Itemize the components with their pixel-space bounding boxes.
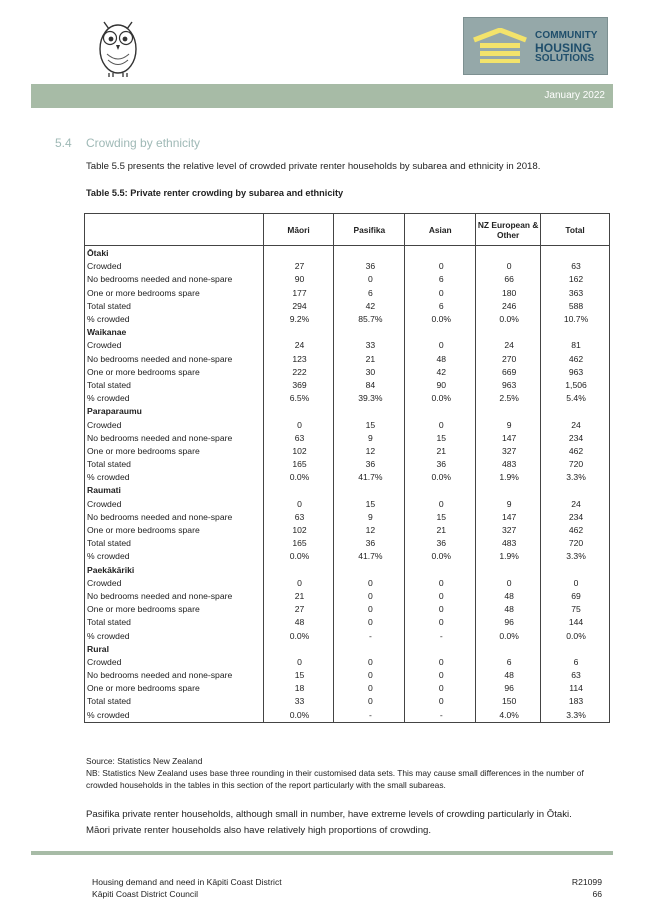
table-row: [85, 524, 610, 537]
table-cell: 0: [334, 682, 405, 695]
row-label: One or more bedrooms spare: [85, 682, 264, 695]
footer-right: [572, 876, 602, 900]
empty-cell: [541, 484, 610, 497]
table-cell: 1,506: [541, 379, 610, 392]
subarea-row: [85, 484, 610, 497]
empty-cell: [541, 564, 610, 577]
row-label: One or more bedrooms spare: [85, 287, 264, 300]
row-label: No bedrooms needed and none-spare: [85, 590, 264, 603]
table-cell: 369: [263, 379, 334, 392]
table-cell: 462: [541, 445, 610, 458]
table-cell: 0.0%: [263, 550, 334, 563]
row-label: One or more bedrooms spare: [85, 524, 264, 537]
table-row: [85, 616, 610, 629]
row-label: Total stated: [85, 458, 264, 471]
table-cell: 0: [405, 669, 476, 682]
table-row: [85, 458, 610, 471]
table-body: [85, 246, 610, 723]
table-cell: 0: [334, 656, 405, 669]
table-cell: 0.0%: [263, 709, 334, 723]
table-cell: 33: [334, 339, 405, 352]
empty-cell: [405, 564, 476, 577]
row-label: Crowded: [85, 339, 264, 352]
row-label: No bedrooms needed and none-spare: [85, 511, 264, 524]
table-cell: 162: [541, 273, 610, 286]
crowding-table: [84, 213, 610, 723]
table-row: [85, 379, 610, 392]
table-cell: 42: [334, 300, 405, 313]
empty-cell: [263, 643, 334, 656]
table-cell: 0.0%: [405, 313, 476, 326]
table-cell: 24: [541, 418, 610, 431]
section-number: 5.4: [55, 136, 72, 150]
table-row: [85, 629, 610, 642]
table-header-row: [85, 214, 610, 246]
subarea-row: [85, 405, 610, 418]
empty-cell: [263, 484, 334, 497]
row-label: Crowded: [85, 656, 264, 669]
row-label: Crowded: [85, 260, 264, 273]
table-cell: 4.0%: [476, 709, 541, 723]
empty-cell: [541, 405, 610, 418]
table-row: [85, 577, 610, 590]
table-cell: 720: [541, 537, 610, 550]
empty-cell: [476, 484, 541, 497]
footer-report-code: R21099: [571, 877, 602, 887]
table-row: [85, 537, 610, 550]
brand-line: HOUSING: [535, 40, 592, 55]
table-cell: 0.0%: [476, 313, 541, 326]
table-row: [85, 471, 610, 484]
table-cell: 963: [541, 366, 610, 379]
table-row: [85, 590, 610, 603]
table-cell: 0: [476, 577, 541, 590]
table-cell: 41.7%: [334, 550, 405, 563]
table-cell: 720: [541, 458, 610, 471]
empty-cell: [405, 246, 476, 261]
column-header: Pasifika: [334, 214, 405, 246]
table-cell: 85.7%: [334, 313, 405, 326]
table-cell: 6: [541, 656, 610, 669]
footer-left: [92, 876, 282, 900]
row-label: Crowded: [85, 418, 264, 431]
table-cell: 5.4%: [541, 392, 610, 405]
empty-cell: [334, 326, 405, 339]
table-cell: 165: [263, 537, 334, 550]
table-row: [85, 353, 610, 366]
table-cell: 6: [405, 273, 476, 286]
row-label: Total stated: [85, 616, 264, 629]
table-cell: 327: [476, 445, 541, 458]
table-cell: 36: [334, 260, 405, 273]
table-cell: 3.3%: [541, 709, 610, 723]
column-header: Asian: [405, 214, 476, 246]
subarea-name: Raumati: [85, 484, 264, 497]
community-housing-solutions-logo: [463, 17, 608, 75]
table-cell: 0: [263, 418, 334, 431]
empty-cell: [405, 405, 476, 418]
subarea-row: [85, 246, 610, 261]
table-cell: 24: [541, 498, 610, 511]
table-cell: 0.0%: [476, 629, 541, 642]
table-cell: 42: [405, 366, 476, 379]
column-header: Total: [541, 214, 610, 246]
table-row: [85, 260, 610, 273]
table-cell: 21: [405, 524, 476, 537]
table-cell: 0: [405, 603, 476, 616]
empty-cell: [476, 405, 541, 418]
table-row: [85, 300, 610, 313]
table-cell: 0: [405, 682, 476, 695]
table-cell: 0: [405, 418, 476, 431]
table-row: [85, 603, 610, 616]
table-cell: 3.3%: [541, 471, 610, 484]
table-cell: 36: [405, 458, 476, 471]
table-cell: 15: [405, 432, 476, 445]
empty-cell: [405, 643, 476, 656]
table-cell: 48: [405, 353, 476, 366]
subarea-row: [85, 643, 610, 656]
table-cell: 12: [334, 524, 405, 537]
table-cell: 27: [263, 260, 334, 273]
empty-cell: [476, 246, 541, 261]
section-title: Crowding by ethnicity: [86, 136, 201, 150]
table-row: [85, 366, 610, 379]
brand-name: [535, 31, 598, 64]
subarea-row: [85, 326, 610, 339]
table-cell: 6: [334, 287, 405, 300]
table-cell: 0: [405, 656, 476, 669]
table-row: [85, 313, 610, 326]
table-cell: 147: [476, 511, 541, 524]
table-cell: 63: [541, 260, 610, 273]
table-cell: 48: [476, 603, 541, 616]
header-band: [31, 84, 613, 108]
table-cell: -: [405, 629, 476, 642]
table-cell: 0: [263, 498, 334, 511]
table-cell: 234: [541, 432, 610, 445]
table-cell: 0: [405, 287, 476, 300]
table-cell: 0: [334, 616, 405, 629]
table-cell: 150: [476, 695, 541, 708]
table-cell: 41.7%: [334, 471, 405, 484]
table-cell: 0.0%: [405, 471, 476, 484]
table-cell: 21: [334, 353, 405, 366]
owl-logo-icon: [95, 16, 141, 78]
table-cell: 963: [476, 379, 541, 392]
table-row: [85, 682, 610, 695]
table-row: [85, 287, 610, 300]
table-cell: 9.2%: [263, 313, 334, 326]
empty-cell: [476, 643, 541, 656]
table-cell: 15: [405, 511, 476, 524]
table-cell: 147: [476, 432, 541, 445]
table-row: [85, 669, 610, 682]
row-label: Total stated: [85, 695, 264, 708]
table-cell: 0.0%: [405, 550, 476, 563]
table-cell: 24: [476, 339, 541, 352]
table-row: [85, 695, 610, 708]
table-cell: 0: [405, 590, 476, 603]
table-row: [85, 418, 610, 431]
table-row: [85, 709, 610, 723]
table-cell: 0: [334, 577, 405, 590]
empty-cell: [405, 484, 476, 497]
table-cell: 24: [263, 339, 334, 352]
table-cell: 462: [541, 353, 610, 366]
table-cell: 0: [263, 656, 334, 669]
empty-cell: [405, 326, 476, 339]
table-cell: 12: [334, 445, 405, 458]
table-cell: 144: [541, 616, 610, 629]
table-cell: 3.3%: [541, 550, 610, 563]
section-heading: [55, 136, 200, 150]
subarea-name: Ōtaki: [85, 246, 264, 261]
table-cell: 90: [405, 379, 476, 392]
row-label: One or more bedrooms spare: [85, 603, 264, 616]
table-cell: 102: [263, 524, 334, 537]
subarea-row: [85, 564, 610, 577]
row-label: % crowded: [85, 313, 264, 326]
table-cell: 36: [334, 537, 405, 550]
row-label: Total stated: [85, 537, 264, 550]
table-row: [85, 511, 610, 524]
table-cell: 0: [405, 498, 476, 511]
table-cell: 183: [541, 695, 610, 708]
table-cell: 483: [476, 537, 541, 550]
row-label: No bedrooms needed and none-spare: [85, 273, 264, 286]
table-cell: 18: [263, 682, 334, 695]
subarea-name: Paekākāriki: [85, 564, 264, 577]
table-cell: 48: [476, 590, 541, 603]
table-cell: 69: [541, 590, 610, 603]
table-cell: 0.0%: [405, 392, 476, 405]
table-cell: 9: [476, 498, 541, 511]
table-cell: 36: [405, 537, 476, 550]
table-cell: 39.3%: [334, 392, 405, 405]
table-cell: 0: [334, 695, 405, 708]
page-number: 66: [592, 889, 602, 899]
table-cell: 0: [334, 590, 405, 603]
table-cell: 15: [334, 498, 405, 511]
row-label: No bedrooms needed and none-spare: [85, 432, 264, 445]
row-label: Crowded: [85, 577, 264, 590]
table-cell: 0: [476, 260, 541, 273]
table-cell: 9: [334, 432, 405, 445]
subarea-name: Paraparaumu: [85, 405, 264, 418]
table-cell: 327: [476, 524, 541, 537]
table-cell: 2.5%: [476, 392, 541, 405]
table-cell: 27: [263, 603, 334, 616]
table-cell: 177: [263, 287, 334, 300]
table-cell: 63: [263, 511, 334, 524]
table-row: [85, 445, 610, 458]
empty-cell: [334, 484, 405, 497]
table-cell: 294: [263, 300, 334, 313]
table-cell: 10.7%: [541, 313, 610, 326]
row-label: One or more bedrooms spare: [85, 366, 264, 379]
table-cell: 63: [263, 432, 334, 445]
empty-cell: [541, 643, 610, 656]
table-cell: 180: [476, 287, 541, 300]
table-row: [85, 656, 610, 669]
table-cell: 114: [541, 682, 610, 695]
table-cell: 0: [405, 695, 476, 708]
column-header: [85, 214, 264, 246]
row-label: Total stated: [85, 300, 264, 313]
table-cell: 96: [476, 682, 541, 695]
rounding-note: NB: Statistics New Zealand uses base three rounding in their customised data sets. This may cause small differences in the number of crowded households in the tables in this section of the report particularly with the small subareas.: [86, 768, 584, 790]
table-cell: 15: [263, 669, 334, 682]
footer-client: Kāpiti Coast District Council: [92, 889, 199, 899]
footer-rule: [31, 851, 613, 855]
summary-paragraph: Pasifika private renter households, although small in number, have extreme levels of crowding particularly in Ōtaki. Māori private renter households also have relatively high proportions of crowding.: [86, 809, 572, 836]
row-label: % crowded: [85, 392, 264, 405]
table-cell: 90: [263, 273, 334, 286]
column-header: NZ European & Other: [476, 214, 541, 246]
table-cell: 0: [405, 339, 476, 352]
table-cell: 0: [334, 669, 405, 682]
brand-line: SOLUTIONS: [535, 52, 595, 64]
table-row: [85, 432, 610, 445]
table-cell: 0: [405, 577, 476, 590]
row-label: No bedrooms needed and none-spare: [85, 669, 264, 682]
empty-cell: [476, 326, 541, 339]
row-label: Total stated: [85, 379, 264, 392]
table-cell: 165: [263, 458, 334, 471]
table-cell: 483: [476, 458, 541, 471]
table-cell: 462: [541, 524, 610, 537]
table-cell: 234: [541, 511, 610, 524]
table-row: [85, 550, 610, 563]
table-cell: -: [405, 709, 476, 723]
table-cell: 222: [263, 366, 334, 379]
house-mark-icon: [472, 28, 530, 64]
table-row: [85, 392, 610, 405]
empty-cell: [263, 405, 334, 418]
table-cell: 6: [405, 300, 476, 313]
table-cell: 0.0%: [263, 629, 334, 642]
subarea-name: Waikanae: [85, 326, 264, 339]
report-date: January 2022: [544, 90, 605, 101]
table-cell: 63: [541, 669, 610, 682]
empty-cell: [541, 326, 610, 339]
table-cell: 15: [334, 418, 405, 431]
row-label: One or more bedrooms spare: [85, 445, 264, 458]
empty-cell: [334, 564, 405, 577]
table-cell: 0.0%: [263, 471, 334, 484]
empty-cell: [541, 246, 610, 261]
table-cell: 123: [263, 353, 334, 366]
empty-cell: [334, 405, 405, 418]
table-cell: 669: [476, 366, 541, 379]
intro-paragraph: Table 5.5 presents the relative level of crowded private renter households by subarea and ethnicity in 2018.: [86, 161, 541, 172]
column-header: Māori: [263, 214, 334, 246]
table-cell: 1.9%: [476, 471, 541, 484]
brand-line: COMMUNITY: [535, 30, 598, 41]
table-row: [85, 339, 610, 352]
empty-cell: [334, 643, 405, 656]
empty-cell: [476, 564, 541, 577]
row-label: % crowded: [85, 550, 264, 563]
empty-cell: [334, 246, 405, 261]
row-label: % crowded: [85, 471, 264, 484]
table-cell: 0: [334, 603, 405, 616]
table-cell: 84: [334, 379, 405, 392]
table-cell: 96: [476, 616, 541, 629]
table-cell: 21: [405, 445, 476, 458]
table-cell: 0: [334, 273, 405, 286]
source-note: Source: Statistics New Zealand: [86, 756, 203, 766]
table-cell: 48: [263, 616, 334, 629]
table-cell: 588: [541, 300, 610, 313]
table-cell: 30: [334, 366, 405, 379]
table-cell: 81: [541, 339, 610, 352]
table-cell: -: [334, 709, 405, 723]
table-row: [85, 273, 610, 286]
table-row: [85, 498, 610, 511]
table-cell: 36: [334, 458, 405, 471]
table-cell: 102: [263, 445, 334, 458]
empty-cell: [263, 326, 334, 339]
table-cell: 9: [476, 418, 541, 431]
table-cell: 270: [476, 353, 541, 366]
table-cell: 66: [476, 273, 541, 286]
footer-report-title: Housing demand and need in Kāpiti Coast District: [92, 877, 282, 887]
table-cell: 9: [334, 511, 405, 524]
table-cell: 0.0%: [541, 629, 610, 642]
empty-cell: [263, 246, 334, 261]
row-label: % crowded: [85, 629, 264, 642]
row-label: No bedrooms needed and none-spare: [85, 353, 264, 366]
table-cell: 0: [263, 577, 334, 590]
table-cell: 246: [476, 300, 541, 313]
table-cell: -: [334, 629, 405, 642]
table-cell: 363: [541, 287, 610, 300]
table-cell: 75: [541, 603, 610, 616]
table-cell: 0: [405, 260, 476, 273]
table-cell: 33: [263, 695, 334, 708]
table-cell: 0: [405, 616, 476, 629]
subarea-name: Rural: [85, 643, 264, 656]
table-cell: 1.9%: [476, 550, 541, 563]
table-cell: 6.5%: [263, 392, 334, 405]
table-cell: 48: [476, 669, 541, 682]
table-caption: Table 5.5: Private renter crowding by subarea and ethnicity: [86, 188, 344, 198]
row-label: % crowded: [85, 709, 264, 723]
row-label: Crowded: [85, 498, 264, 511]
table-cell: 21: [263, 590, 334, 603]
table-cell: 6: [476, 656, 541, 669]
table-cell: 0: [541, 577, 610, 590]
empty-cell: [263, 564, 334, 577]
